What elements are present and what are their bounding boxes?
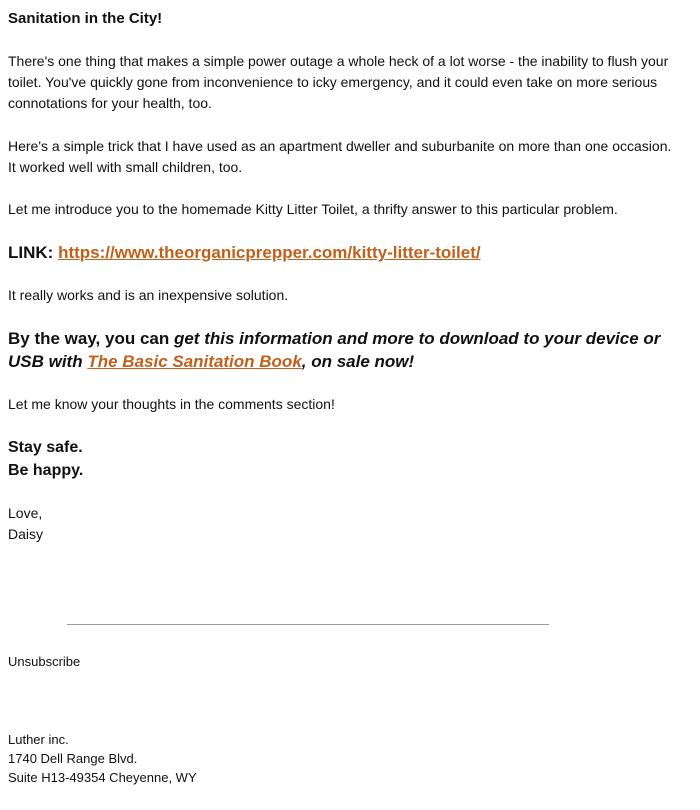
address-company: Luther inc.: [8, 732, 69, 747]
intro-paragraph: There's one thing that makes a simple power outage a whole heck of a lot worse - the inability to flush your toilet. You've quickly gone from inconvenience to icky emergency, and it could even take on more serious connotations for your health, too.: [8, 53, 669, 111]
closing-name: Daisy: [8, 526, 44, 542]
trick-paragraph: Here's a simple trick that I have used as an apartment dweller and suburbanite on more than one occasion. It worked well with small children, too.: [8, 138, 672, 175]
address-street: 1740 Dell Range Blvd.: [8, 751, 138, 766]
closing: [8, 503, 680, 545]
unsubscribe-row: [8, 652, 80, 671]
basic-sanitation-book-link[interactable]: The Basic Sanitation Book: [87, 352, 302, 371]
kitty-litter-toilet-link[interactable]: https://www.theorganicprepper.com/kitty-litter-toilet/: [58, 243, 481, 262]
unsubscribe-link[interactable]: Unsubscribe: [8, 654, 81, 669]
footer-divider: [67, 624, 549, 625]
link-label: LINK:: [8, 243, 54, 262]
promo-paragraph: [8, 327, 688, 373]
works-paragraph: It really works and is an inexpensive solution.: [8, 287, 289, 303]
closing-love: Love,: [8, 505, 43, 521]
signoff: [8, 436, 688, 482]
signoff-line-2: Be happy.: [8, 462, 84, 479]
promo-italic: get this information and more to download to your device or USB with: [8, 329, 661, 371]
footer-address: [8, 730, 197, 787]
email-title: Sanitation in the City!: [8, 10, 163, 27]
promo-prefix: By the way, you can: [8, 329, 174, 348]
introduce-paragraph: Let me introduce you to the homemade Kitty Litter Toilet, a thrifty answer to this particular problem.: [8, 201, 618, 217]
comments-paragraph: Let me know your thoughts in the comments section!: [8, 396, 335, 412]
promo-suffix: , on sale now!: [301, 352, 415, 371]
address-suite: Suite H13-49354 Cheyenne, WY: [8, 770, 197, 785]
signoff-line-1: Stay safe.: [8, 439, 83, 456]
link-line: [8, 241, 688, 264]
